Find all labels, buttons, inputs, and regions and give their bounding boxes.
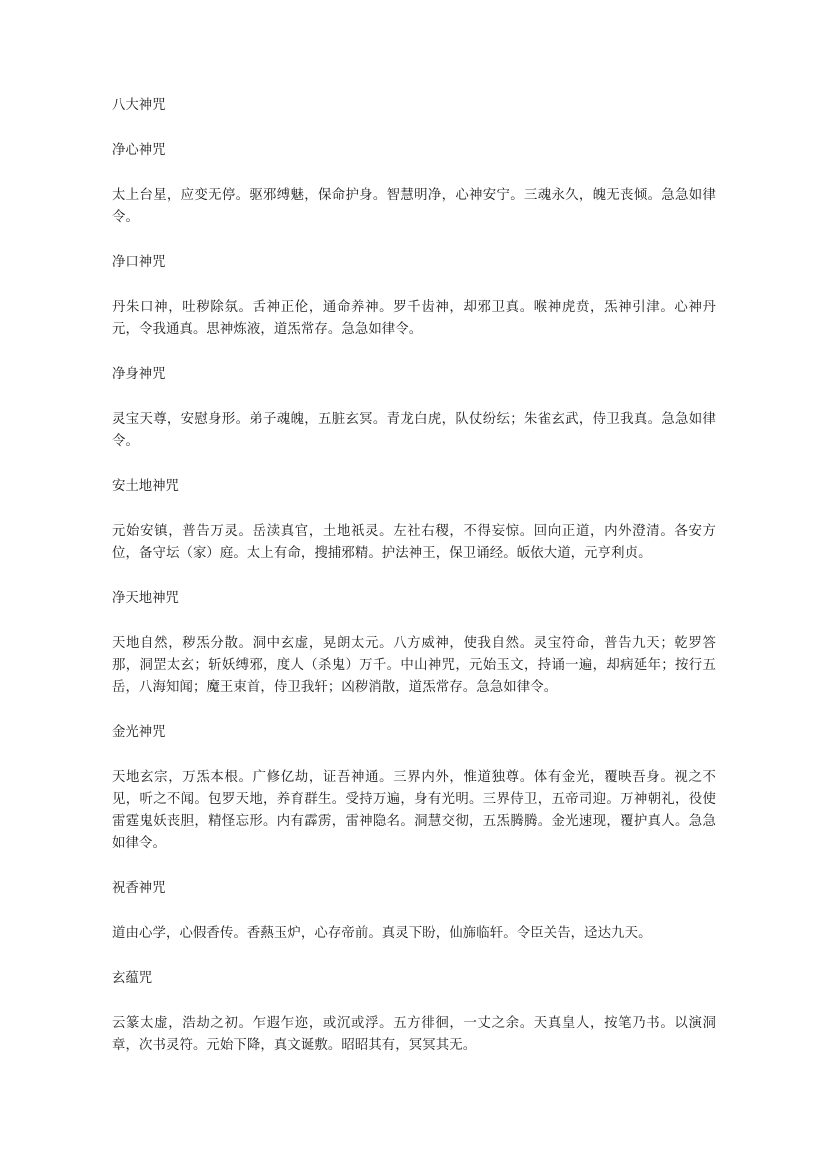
section-body: 丹朱口神，吐秽除氛。舌神正伦，通命养神。罗千齿神，却邪卫真。喉神虎贲，炁神引津。心神丹元，令我通真。思神炼液，道炁常存。急急如律令。 [112,300,716,337]
document-page [112,95,716,1080]
section-heading: 净天地神咒 [112,591,179,606]
section-jingtiandi [112,588,716,699]
section-jinguang [112,722,716,855]
section-jingkou [112,252,716,341]
section-heading: 祝香神咒 [112,881,166,896]
section-heading: 玄蕴咒 [112,971,153,986]
section-heading: 安土地神咒 [112,479,179,494]
section-body: 天地自然，秽炁分散。洞中玄虚，晃朗太元。八方威神，使我自然。灵宝符命，普告九天；乾罗答那，洞罡太玄；斩妖缚邪，度人（杀鬼）万千。中山神咒，元始玉文，持诵一遍，却病延年；按行五岳，八海知闻；魔王束首，侍卫我轩；凶秽消散，道炁常存。急急如律令。 [112,636,716,695]
section-heading: 净身神咒 [112,367,166,382]
section-body: 灵宝天尊，安慰身形。弟子魂魄，五脏玄冥。青龙白虎，队仗纷纭；朱雀玄武，侍卫我真。急急如律令。 [112,412,716,449]
section-heading: 净口神咒 [112,255,166,270]
section-body: 天地玄宗，万炁本根。广修亿劫，证吾神通。三界内外，惟道独尊。体有金光，覆映吾身。视之不见，听之不闻。包罗天地，养育群生。受持万遍，身有光明。三界侍卫，五帝司迎。万神朝礼，役使雷霆鬼妖丧胆，精怪忘形。内有霹雳，雷神隐名。洞慧交彻，五炁腾腾。金光速现，覆护真人。急急如律令。 [112,770,716,851]
section-jingxin [112,140,716,229]
section-heading: 金光神咒 [112,725,166,740]
section-xuanyun [112,968,716,1057]
section-body: 元始安镇，普告万灵。岳渎真官，土地祇灵。左社右稷，不得妄惊。回向正道，内外澄清。各安方位，备守坛（家）庭。太上有命，搜捕邪精。护法神王，保卫诵经。皈依大道，元亨利贞。 [112,524,716,561]
section-body: 云篆太虚，浩劫之初。乍遐乍迩，或沉或浮。五方徘徊，一丈之余。天真皇人，按笔乃书。以演洞章，次书灵符。元始下降，真文诞敷。昭昭其有，冥冥其无。 [112,1016,716,1053]
section-body: 太上台星，应变无停。驱邪缚魅，保命护身。智慧明净，心神安宁。三魂永久，魄无丧倾。急急如律令。 [112,188,716,225]
section-zhuxiang [112,878,716,945]
section-jingshen [112,364,716,453]
section-antudi [112,476,716,565]
document-title: 八大神咒 [112,98,166,113]
section-body: 道由心学，心假香传。香爇玉炉，心存帝前。真灵下盼，仙旆临轩。令臣关告，迳达九天。 [112,926,652,941]
section-heading: 净心神咒 [112,143,166,158]
